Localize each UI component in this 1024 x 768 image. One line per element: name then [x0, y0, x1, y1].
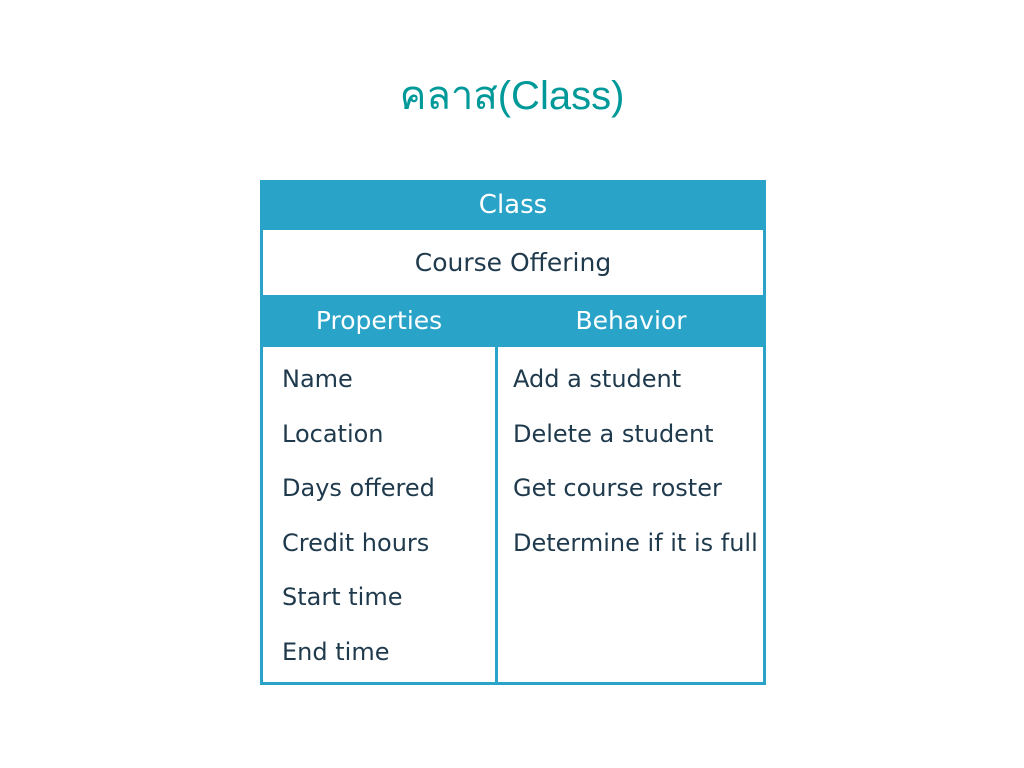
behavior-list: [513, 352, 761, 570]
behavior-item: Determine if it is full: [513, 528, 758, 557]
properties-list: [282, 352, 492, 679]
property-item: Days offered: [282, 474, 435, 502]
behavior-header: Behavior: [575, 306, 687, 335]
property-item: Location: [282, 419, 384, 448]
class-diagram: [260, 180, 766, 685]
property-item: Name: [282, 365, 353, 393]
property-item: Credit hours: [282, 528, 430, 557]
class-name: Course Offering: [414, 248, 612, 277]
column-divider: [495, 347, 498, 682]
behavior-item: Get course roster: [513, 474, 722, 502]
diagram-header: Class: [263, 180, 763, 230]
slide-title: คลาส(Class): [399, 74, 625, 118]
behavior-item: Add a student: [513, 365, 682, 393]
property-item: Start time: [282, 583, 403, 611]
behavior-item: Delete a student: [513, 419, 714, 448]
property-item: End time: [282, 637, 390, 666]
properties-header: Properties: [315, 306, 443, 335]
column-header-row: [263, 295, 763, 347]
